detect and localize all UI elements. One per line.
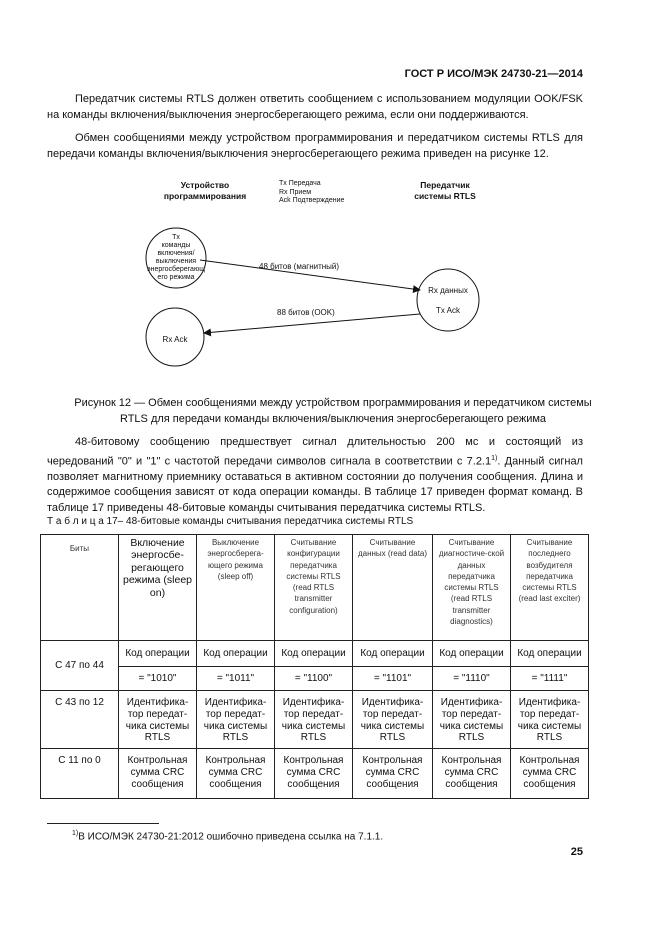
opcode-cell: Код операции [353,641,433,667]
opcode-value-read-diagnostics: = "1110" [433,667,511,691]
crc-cell: Контрольная сумма CRC сообщения [511,749,589,799]
transmitter-id-cell: Идентифика-тор передат-чика системы RTLS [119,691,197,749]
opcode-value-sleep-off: = "1011" [197,667,275,691]
footnote-mark: 1) [72,830,79,837]
rx-data-label: Rx данных [428,286,468,295]
bits-47-44: С 47 по 44 [41,641,119,691]
header-read-config: Считывание конфигурации передатчика системы RTLS (read RTLS transmitter configuration) [275,535,353,641]
tx-line-4: выключения [155,258,197,265]
bits-43-12: С 43 по 12 [41,691,119,749]
signal-text-a: 48-битовому сообщению предшествует сигнал длительностью 200 мс и состоящий из чередований "0" и "1" с частотой передачи символов сигнала в соответствии с 7.2.1 [47,436,583,468]
left-title-line2: программирования [163,191,247,201]
paragraph-signal [47,435,583,517]
table-row [41,691,589,749]
crc-cell: Контрольная сумма CRC сообщения [275,749,353,799]
rx-ack-label: Rx Ack [162,335,188,344]
tx-line-1: Tx [172,234,180,241]
opcode-cell: Код операции [197,641,275,667]
arrow-magnetic-label: 48 битов (магнитный) [259,262,340,271]
legend-tx: Tx Передача [279,180,321,187]
tx-line-3: включения/ [157,250,195,257]
page-number: 25 [570,846,583,858]
tx-line-2: команды [161,242,191,249]
arrow-ook-label: 88 битов (OOK) [277,308,335,317]
transmitter-id-cell: Идентифика-тор передат-чика системы RTLS [197,691,275,749]
circle-tx-label [144,234,208,282]
right-title-line2: системы RTLS [414,191,476,201]
opcode-value-read-last-exciter: = "1111" [511,667,589,691]
bits-11-0: С 11 по 0 [41,749,119,799]
right-title-line1: Передатчик [420,180,470,190]
crc-cell: Контрольная сумма CRC сообщения [353,749,433,799]
opcode-cell: Код операции [275,641,353,667]
figure-caption-line1: Рисунок 12 — Обмен сообщениями между устройством программирования и передатчиком системы [74,397,592,409]
table-header-row [41,535,589,641]
paragraph-response: Передатчик системы RTLS должен ответить сообщением с использованием модуляции OOK/FSK на команды включения/выключения энергосберегающего режима, если они поддерживаются. [47,93,583,121]
tx-line-5: энергосберегающ [147,266,205,273]
message-exchange-diagram [0,0,661,400]
opcode-value-read-config: = "1100" [275,667,353,691]
transmitter-id-cell: Идентифика-тор передат-чика системы RTLS [433,691,511,749]
header-sleep-on: Включение энергосбе-регающего режима (sleep on) [119,535,197,641]
crc-cell: Контрольная сумма CRC сообщения [119,749,197,799]
footnote [72,830,383,842]
signal-text-b: . Данный сигнал позволяет магнитному приемнику оставаться в активном состоянии до получения сообщения. Длина и содержимое сообщения зависят от кода операции команды. В таблице 17 приведен формат команд. В таблице 17 приведены 48-битовые команды считывания передатчика системы RTLS. [47,455,583,515]
opcode-value-sleep-on: = "1010" [119,667,197,691]
transmitter-id-cell: Идентифика-тор передат-чика системы RTLS [511,691,589,749]
transmitter-id-cell: Идентифика-тор передат-чика системы RTLS [353,691,433,749]
footnote-separator [47,823,159,824]
header-bits: Биты [41,535,119,641]
header-read-data: Считывание данных (read data) [353,535,433,641]
opcode-cell: Код операции [119,641,197,667]
table-row [41,641,589,667]
header-read-last-exciter: Считывание последнего возбудителя передатчика системы RTLS (read last exciter) [511,535,589,641]
paragraph-exchange: Обмен сообщениями между устройством программирования и передатчиком системы RTLS для передачи команды включения/выключения энергосберегающего режима приведен на рисунке 12. [47,132,583,160]
opcode-cell: Код операции [433,641,511,667]
transmitter-id-cell: Идентифика-тор передат-чика системы RTLS [275,691,353,749]
footnote-ref: 1) [491,454,498,462]
figure-caption [47,396,619,427]
left-title-line1: Устройство [180,180,230,190]
table-row [41,667,589,691]
header-read-diagnostics: Считывание диагностиче-ской данных передатчика системы RTLS (read RTLS transmitter diagnostics) [433,535,511,641]
tx-line-6: его режима [157,274,195,281]
header-sleep-off: Выключение энергосберега-ющего режима (sleep off) [197,535,275,641]
table-caption: Т а б л и ц а 17– 48-битовые команды считывания передатчика системы RTLS [47,516,414,527]
opcode-value-read-data: = "1101" [353,667,433,691]
tx-ack-label: Tx Ack [435,306,460,315]
opcode-cell: Код операции [511,641,589,667]
footnote-text: В ИСО/МЭК 24730-21:2012 ошибочно приведена ссылка на 7.1.1. [78,831,384,843]
commands-table [40,534,589,799]
figure-caption-line2: RTLS для передачи команды включения/выключения энергосберегающего режима [119,412,547,425]
crc-cell: Контрольная сумма CRC сообщения [197,749,275,799]
legend-ack: Ack Подтверждение [279,197,345,204]
crc-cell: Контрольная сумма CRC сообщения [433,749,511,799]
table-row [41,749,589,799]
circle-rtls-transmitter [417,269,479,331]
legend-rx: Rx Прием [279,188,312,196]
document-header: ГОСТ Р ИСО/МЭК 24730-21—2014 [404,68,583,80]
